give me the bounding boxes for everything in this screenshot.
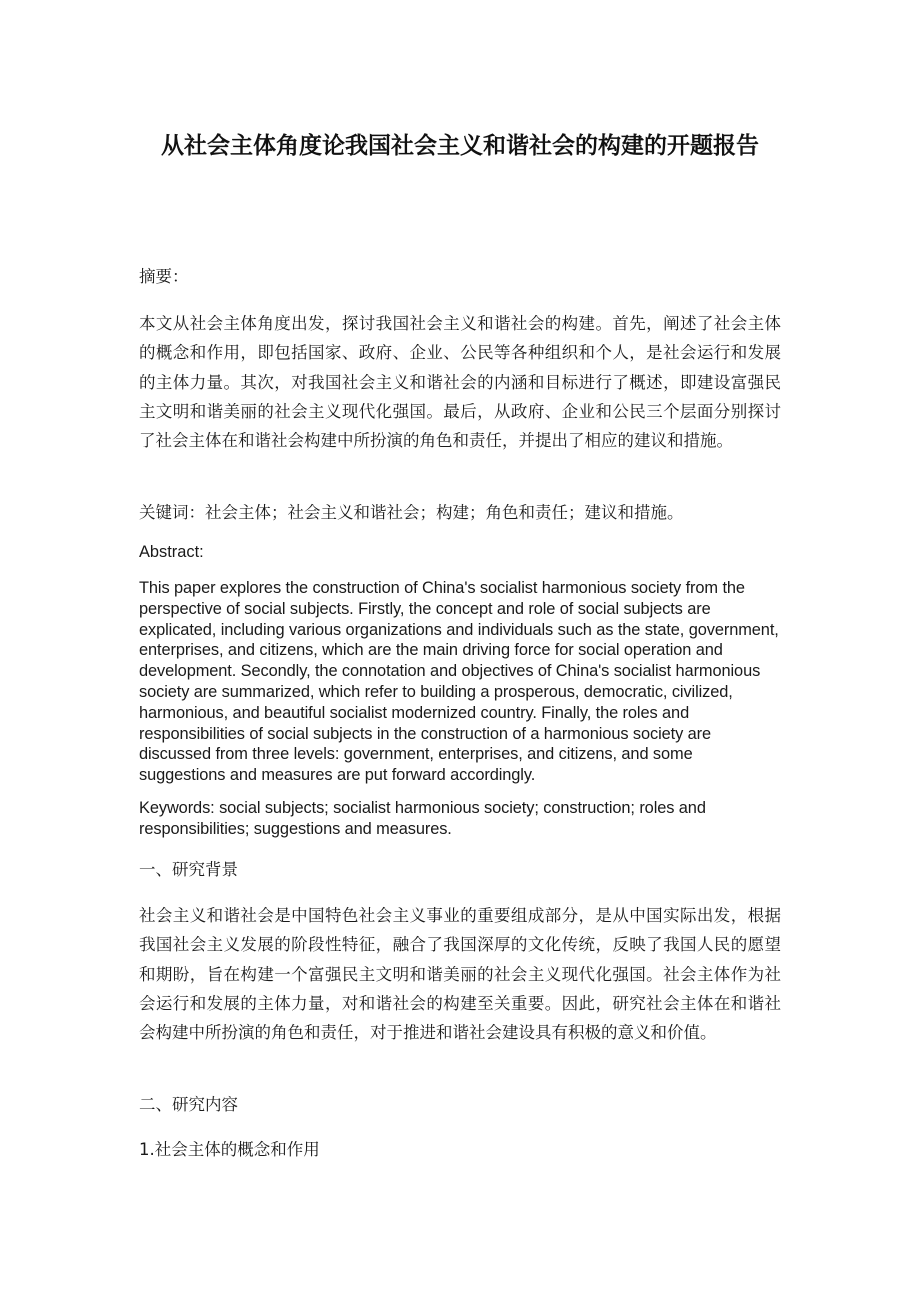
subsection-heading-concept: 1.社会主体的概念和作用	[139, 1140, 320, 1159]
section-heading-background: 一、研究背景	[139, 860, 238, 879]
section-heading-content: 二、研究内容	[139, 1095, 238, 1114]
section-background-body: 社会主义和谐社会是中国特色社会主义事业的重要组成部分，是从中国实际出发，根据我国社会主义发展的阶段性特征，融合了我国深厚的文化传统，反映了我国人民的愿望和期盼，旨在构建一个富强民主文明和谐美丽的社会主义现代化强国。社会主体作为社会运行和发展的主体力量，对和谐社会的构建至关重要。因此，研究社会主体在和谐社会构建中所扮演的角色和责任，对于推进和谐社会建设具有积极的意义和价值。	[139, 906, 781, 1043]
abstract-cn-label: 摘要：	[139, 267, 189, 286]
abstract-en-body: This paper explores the construction of China's socialist harmonious society from the perspective of social subjects. Firstly, the concept and role of social subjects are explicated, including various organizations and individuals such as the state, government, enterprises, and citizens, which are the main driving force for social operation and development. Secondly, the connotation and objectives of China's socialist harmonious society are summarized, which refer to building a prosperous, democratic, civilized, harmonious, and beautiful socialist modernized country. Finally, the roles and responsibilities of social subjects in the construction of a harmonious society are discussed from three levels: government, enterprises, and citizens, and some suggestions and measures are put forward accordingly.	[139, 579, 779, 785]
abstract-cn-body: 本文从社会主体角度出发，探讨我国社会主义和谐社会的构建。首先，阐述了社会主体的概念和作用，即包括国家、政府、企业、公民等各种组织和个人，是社会运行和发展的主体力量。其次，对我国社会主义和谐社会的内涵和目标进行了概述，即建设富强民主文明和谐美丽的社会主义现代化强国。最后，从政府、企业和公民三个层面分别探讨了社会主体在和谐社会构建中所扮演的角色和责任，并提出了相应的建议和措施。	[139, 314, 781, 451]
abstract-en-label: Abstract:	[139, 543, 204, 561]
keywords-cn: 关键词：社会主体；社会主义和谐社会；构建；角色和责任；建议和措施。	[139, 503, 684, 522]
keywords-en: Keywords: social subjects; socialist harmonious society; construction; roles and responsibilities; suggestions and measures.	[139, 799, 706, 838]
document-title: 从社会主体角度论我国社会主义和谐社会的构建的开题报告	[161, 133, 759, 159]
